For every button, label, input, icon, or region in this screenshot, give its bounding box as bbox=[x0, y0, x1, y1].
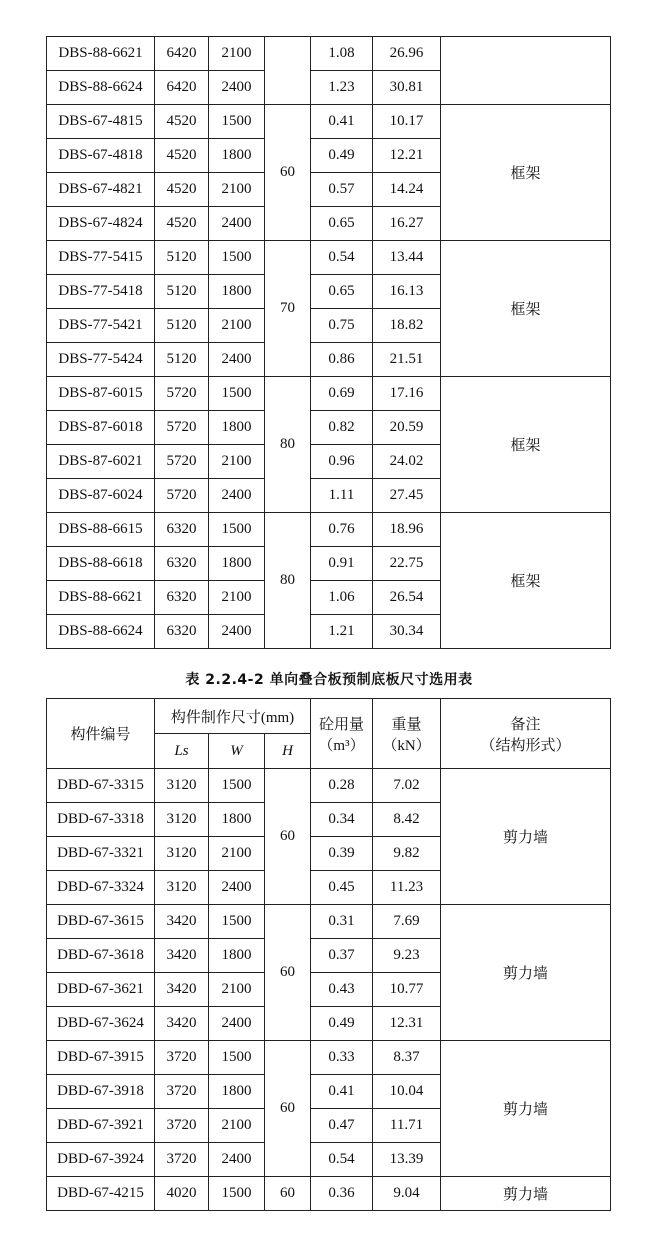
cell-concrete: 1.08 bbox=[311, 37, 373, 71]
cell-concrete: 1.11 bbox=[311, 479, 373, 513]
cell-concrete: 0.54 bbox=[311, 241, 373, 275]
cell-concrete: 0.41 bbox=[311, 1075, 373, 1109]
cell-remarks: 剪力墙 bbox=[441, 769, 611, 905]
cell-component-id: DBS-77-5424 bbox=[47, 343, 155, 377]
cell-w: 2100 bbox=[209, 581, 265, 615]
cell-weight: 16.27 bbox=[373, 207, 441, 241]
cell-concrete: 0.39 bbox=[311, 837, 373, 871]
cell-weight: 26.54 bbox=[373, 581, 441, 615]
cell-remarks: 框架 bbox=[441, 377, 611, 513]
cell-w: 2100 bbox=[209, 173, 265, 207]
cell-w: 1800 bbox=[209, 139, 265, 173]
cell-ls: 3720 bbox=[155, 1075, 209, 1109]
cell-component-id: DBS-67-4821 bbox=[47, 173, 155, 207]
header-concrete-unit: （m³） bbox=[318, 737, 365, 754]
cell-concrete: 0.65 bbox=[311, 207, 373, 241]
cell-ls: 5720 bbox=[155, 479, 209, 513]
header-w: W bbox=[209, 734, 265, 769]
cell-remarks: 剪力墙 bbox=[441, 1177, 611, 1211]
cell-concrete: 0.49 bbox=[311, 139, 373, 173]
cell-concrete: 1.06 bbox=[311, 581, 373, 615]
cell-component-id: DBS-67-4815 bbox=[47, 105, 155, 139]
header-h: H bbox=[265, 734, 311, 769]
cell-concrete: 0.91 bbox=[311, 547, 373, 581]
cell-w: 1500 bbox=[209, 1177, 265, 1211]
cell-weight: 14.24 bbox=[373, 173, 441, 207]
cell-concrete: 0.43 bbox=[311, 973, 373, 1007]
cell-weight: 8.42 bbox=[373, 803, 441, 837]
table-row bbox=[47, 377, 611, 411]
cell-concrete: 0.69 bbox=[311, 377, 373, 411]
cell-ls: 6320 bbox=[155, 547, 209, 581]
cell-component-id: DBS-88-6615 bbox=[47, 513, 155, 547]
cell-h: 70 bbox=[265, 241, 311, 377]
cell-h: 60 bbox=[265, 105, 311, 241]
cell-w: 2400 bbox=[209, 1007, 265, 1041]
cell-component-id: DBD-67-4215 bbox=[47, 1177, 155, 1211]
header-component-id: 构件编号 bbox=[47, 699, 155, 769]
cell-weight: 8.37 bbox=[373, 1041, 441, 1075]
cell-weight: 17.16 bbox=[373, 377, 441, 411]
cell-component-id: DBD-67-3321 bbox=[47, 837, 155, 871]
cell-component-id: DBD-67-3615 bbox=[47, 905, 155, 939]
cell-w: 2400 bbox=[209, 871, 265, 905]
cell-weight: 21.51 bbox=[373, 343, 441, 377]
cell-h: 60 bbox=[265, 769, 311, 905]
cell-component-id: DBS-77-5421 bbox=[47, 309, 155, 343]
cell-component-id: DBS-77-5415 bbox=[47, 241, 155, 275]
cell-component-id: DBS-88-6618 bbox=[47, 547, 155, 581]
cell-ls: 6420 bbox=[155, 37, 209, 71]
cell-component-id: DBD-67-3318 bbox=[47, 803, 155, 837]
cell-w: 2400 bbox=[209, 479, 265, 513]
cell-concrete: 0.37 bbox=[311, 939, 373, 973]
cell-weight: 10.04 bbox=[373, 1075, 441, 1109]
cell-h: 60 bbox=[265, 1177, 311, 1211]
cell-w: 1800 bbox=[209, 547, 265, 581]
table-row bbox=[47, 1041, 611, 1075]
cell-ls: 3720 bbox=[155, 1109, 209, 1143]
cell-weight: 30.81 bbox=[373, 71, 441, 105]
cell-weight: 7.02 bbox=[373, 769, 441, 803]
cell-weight: 11.23 bbox=[373, 871, 441, 905]
cell-concrete: 0.75 bbox=[311, 309, 373, 343]
cell-w: 2100 bbox=[209, 1109, 265, 1143]
cell-concrete: 0.41 bbox=[311, 105, 373, 139]
cell-w: 1500 bbox=[209, 769, 265, 803]
cell-weight: 13.39 bbox=[373, 1143, 441, 1177]
cell-concrete: 0.54 bbox=[311, 1143, 373, 1177]
cell-weight: 12.21 bbox=[373, 139, 441, 173]
cell-component-id: DBD-67-3315 bbox=[47, 769, 155, 803]
cell-weight: 9.23 bbox=[373, 939, 441, 973]
cell-concrete: 0.36 bbox=[311, 1177, 373, 1211]
cell-h bbox=[265, 37, 311, 105]
cell-component-id: DBS-87-6024 bbox=[47, 479, 155, 513]
cell-component-id: DBD-67-3915 bbox=[47, 1041, 155, 1075]
table-row bbox=[47, 241, 611, 275]
cell-ls: 4520 bbox=[155, 105, 209, 139]
cell-concrete: 0.76 bbox=[311, 513, 373, 547]
cell-component-id: DBD-67-3624 bbox=[47, 1007, 155, 1041]
cell-ls: 5120 bbox=[155, 309, 209, 343]
table-row bbox=[47, 513, 611, 547]
cell-concrete: 0.96 bbox=[311, 445, 373, 479]
header-fabrication-size: 构件制作尺寸(mm) bbox=[155, 699, 311, 734]
cell-w: 1500 bbox=[209, 1041, 265, 1075]
cell-component-id: DBD-67-3618 bbox=[47, 939, 155, 973]
cell-weight: 9.04 bbox=[373, 1177, 441, 1211]
cell-weight: 16.13 bbox=[373, 275, 441, 309]
cell-h: 80 bbox=[265, 377, 311, 513]
cell-component-id: DBD-67-3921 bbox=[47, 1109, 155, 1143]
cell-weight: 27.45 bbox=[373, 479, 441, 513]
cell-weight: 13.44 bbox=[373, 241, 441, 275]
cell-ls: 3120 bbox=[155, 871, 209, 905]
precast-slab-table-continued bbox=[46, 36, 611, 649]
cell-concrete: 0.47 bbox=[311, 1109, 373, 1143]
cell-weight: 20.59 bbox=[373, 411, 441, 445]
cell-weight: 30.34 bbox=[373, 615, 441, 649]
header-concrete-label: 砼用量 bbox=[319, 716, 365, 733]
cell-concrete: 0.49 bbox=[311, 1007, 373, 1041]
cell-w: 2100 bbox=[209, 837, 265, 871]
cell-concrete: 0.34 bbox=[311, 803, 373, 837]
cell-component-id: DBD-67-3324 bbox=[47, 871, 155, 905]
cell-component-id: DBS-88-6624 bbox=[47, 71, 155, 105]
cell-weight: 24.02 bbox=[373, 445, 441, 479]
cell-w: 2400 bbox=[209, 71, 265, 105]
cell-ls: 5120 bbox=[155, 275, 209, 309]
table-caption: 表 2.2.4-2 单向叠合板预制底板尺寸选用表 bbox=[185, 672, 473, 688]
cell-concrete: 0.28 bbox=[311, 769, 373, 803]
cell-ls: 3120 bbox=[155, 837, 209, 871]
table-row bbox=[47, 105, 611, 139]
cell-w: 1800 bbox=[209, 411, 265, 445]
cell-ls: 4020 bbox=[155, 1177, 209, 1211]
cell-w: 1800 bbox=[209, 803, 265, 837]
header-concrete-volume bbox=[311, 699, 373, 769]
cell-h: 60 bbox=[265, 905, 311, 1041]
cell-component-id: DBS-87-6015 bbox=[47, 377, 155, 411]
table-row bbox=[47, 1177, 611, 1211]
cell-concrete: 0.57 bbox=[311, 173, 373, 207]
cell-weight: 18.96 bbox=[373, 513, 441, 547]
cell-ls: 3420 bbox=[155, 939, 209, 973]
cell-ls: 5720 bbox=[155, 377, 209, 411]
cell-w: 1500 bbox=[209, 377, 265, 411]
header-weight bbox=[373, 699, 441, 769]
cell-concrete: 0.45 bbox=[311, 871, 373, 905]
cell-ls: 6420 bbox=[155, 71, 209, 105]
cell-h: 80 bbox=[265, 513, 311, 649]
cell-w: 2100 bbox=[209, 973, 265, 1007]
cell-remarks bbox=[441, 37, 611, 105]
header-remarks-label: 备注 bbox=[510, 716, 541, 733]
table-row bbox=[47, 769, 611, 803]
cell-component-id: DBS-88-6624 bbox=[47, 615, 155, 649]
cell-concrete: 0.82 bbox=[311, 411, 373, 445]
cell-component-id: DBD-67-3924 bbox=[47, 1143, 155, 1177]
cell-w: 1500 bbox=[209, 905, 265, 939]
table-row bbox=[47, 37, 611, 71]
cell-ls: 6320 bbox=[155, 513, 209, 547]
cell-remarks: 剪力墙 bbox=[441, 905, 611, 1041]
cell-ls: 3420 bbox=[155, 973, 209, 1007]
cell-concrete: 0.33 bbox=[311, 1041, 373, 1075]
cell-w: 1800 bbox=[209, 939, 265, 973]
cell-weight: 10.17 bbox=[373, 105, 441, 139]
cell-ls: 6320 bbox=[155, 615, 209, 649]
cell-ls: 5720 bbox=[155, 445, 209, 479]
cell-w: 2100 bbox=[209, 37, 265, 71]
cell-remarks: 框架 bbox=[441, 513, 611, 649]
header-weight-unit: （kN） bbox=[382, 737, 431, 754]
cell-w: 1800 bbox=[209, 1075, 265, 1109]
header-remarks-sub: （结构形式） bbox=[480, 737, 571, 754]
cell-ls: 4520 bbox=[155, 139, 209, 173]
cell-w: 2400 bbox=[209, 615, 265, 649]
cell-weight: 11.71 bbox=[373, 1109, 441, 1143]
cell-h: 60 bbox=[265, 1041, 311, 1177]
cell-w: 2100 bbox=[209, 445, 265, 479]
cell-remarks: 框架 bbox=[441, 105, 611, 241]
cell-w: 2400 bbox=[209, 1143, 265, 1177]
cell-ls: 4520 bbox=[155, 173, 209, 207]
cell-component-id: DBS-67-4818 bbox=[47, 139, 155, 173]
cell-w: 2100 bbox=[209, 309, 265, 343]
one-way-slab-size-table bbox=[46, 698, 611, 1211]
cell-ls: 3420 bbox=[155, 1007, 209, 1041]
cell-ls: 3120 bbox=[155, 769, 209, 803]
cell-component-id: DBD-67-3621 bbox=[47, 973, 155, 1007]
cell-weight: 26.96 bbox=[373, 37, 441, 71]
cell-ls: 5720 bbox=[155, 411, 209, 445]
cell-weight: 10.77 bbox=[373, 973, 441, 1007]
cell-w: 1500 bbox=[209, 105, 265, 139]
cell-w: 2400 bbox=[209, 343, 265, 377]
cell-component-id: DBS-87-6021 bbox=[47, 445, 155, 479]
cell-w: 2400 bbox=[209, 207, 265, 241]
cell-component-id: DBD-67-3918 bbox=[47, 1075, 155, 1109]
header-weight-label: 重量 bbox=[391, 716, 422, 733]
cell-remarks: 剪力墙 bbox=[441, 1041, 611, 1177]
cell-concrete: 1.23 bbox=[311, 71, 373, 105]
cell-ls: 4520 bbox=[155, 207, 209, 241]
cell-w: 1800 bbox=[209, 275, 265, 309]
cell-ls: 5120 bbox=[155, 241, 209, 275]
cell-ls: 3420 bbox=[155, 905, 209, 939]
table-row bbox=[47, 905, 611, 939]
cell-weight: 12.31 bbox=[373, 1007, 441, 1041]
cell-component-id: DBS-87-6018 bbox=[47, 411, 155, 445]
cell-concrete: 1.21 bbox=[311, 615, 373, 649]
cell-concrete: 0.86 bbox=[311, 343, 373, 377]
cell-remarks: 框架 bbox=[441, 241, 611, 377]
cell-concrete: 0.65 bbox=[311, 275, 373, 309]
cell-weight: 7.69 bbox=[373, 905, 441, 939]
cell-weight: 22.75 bbox=[373, 547, 441, 581]
cell-component-id: DBS-77-5418 bbox=[47, 275, 155, 309]
cell-w: 1500 bbox=[209, 513, 265, 547]
cell-ls: 3120 bbox=[155, 803, 209, 837]
cell-component-id: DBS-88-6621 bbox=[47, 581, 155, 615]
cell-component-id: DBS-88-6621 bbox=[47, 37, 155, 71]
cell-concrete: 0.31 bbox=[311, 905, 373, 939]
cell-ls: 6320 bbox=[155, 581, 209, 615]
cell-ls: 3720 bbox=[155, 1143, 209, 1177]
cell-component-id: DBS-67-4824 bbox=[47, 207, 155, 241]
cell-ls: 5120 bbox=[155, 343, 209, 377]
cell-weight: 18.82 bbox=[373, 309, 441, 343]
cell-ls: 3720 bbox=[155, 1041, 209, 1075]
header-ls: Ls bbox=[155, 734, 209, 769]
cell-weight: 9.82 bbox=[373, 837, 441, 871]
header-remarks bbox=[441, 699, 611, 769]
cell-w: 1500 bbox=[209, 241, 265, 275]
